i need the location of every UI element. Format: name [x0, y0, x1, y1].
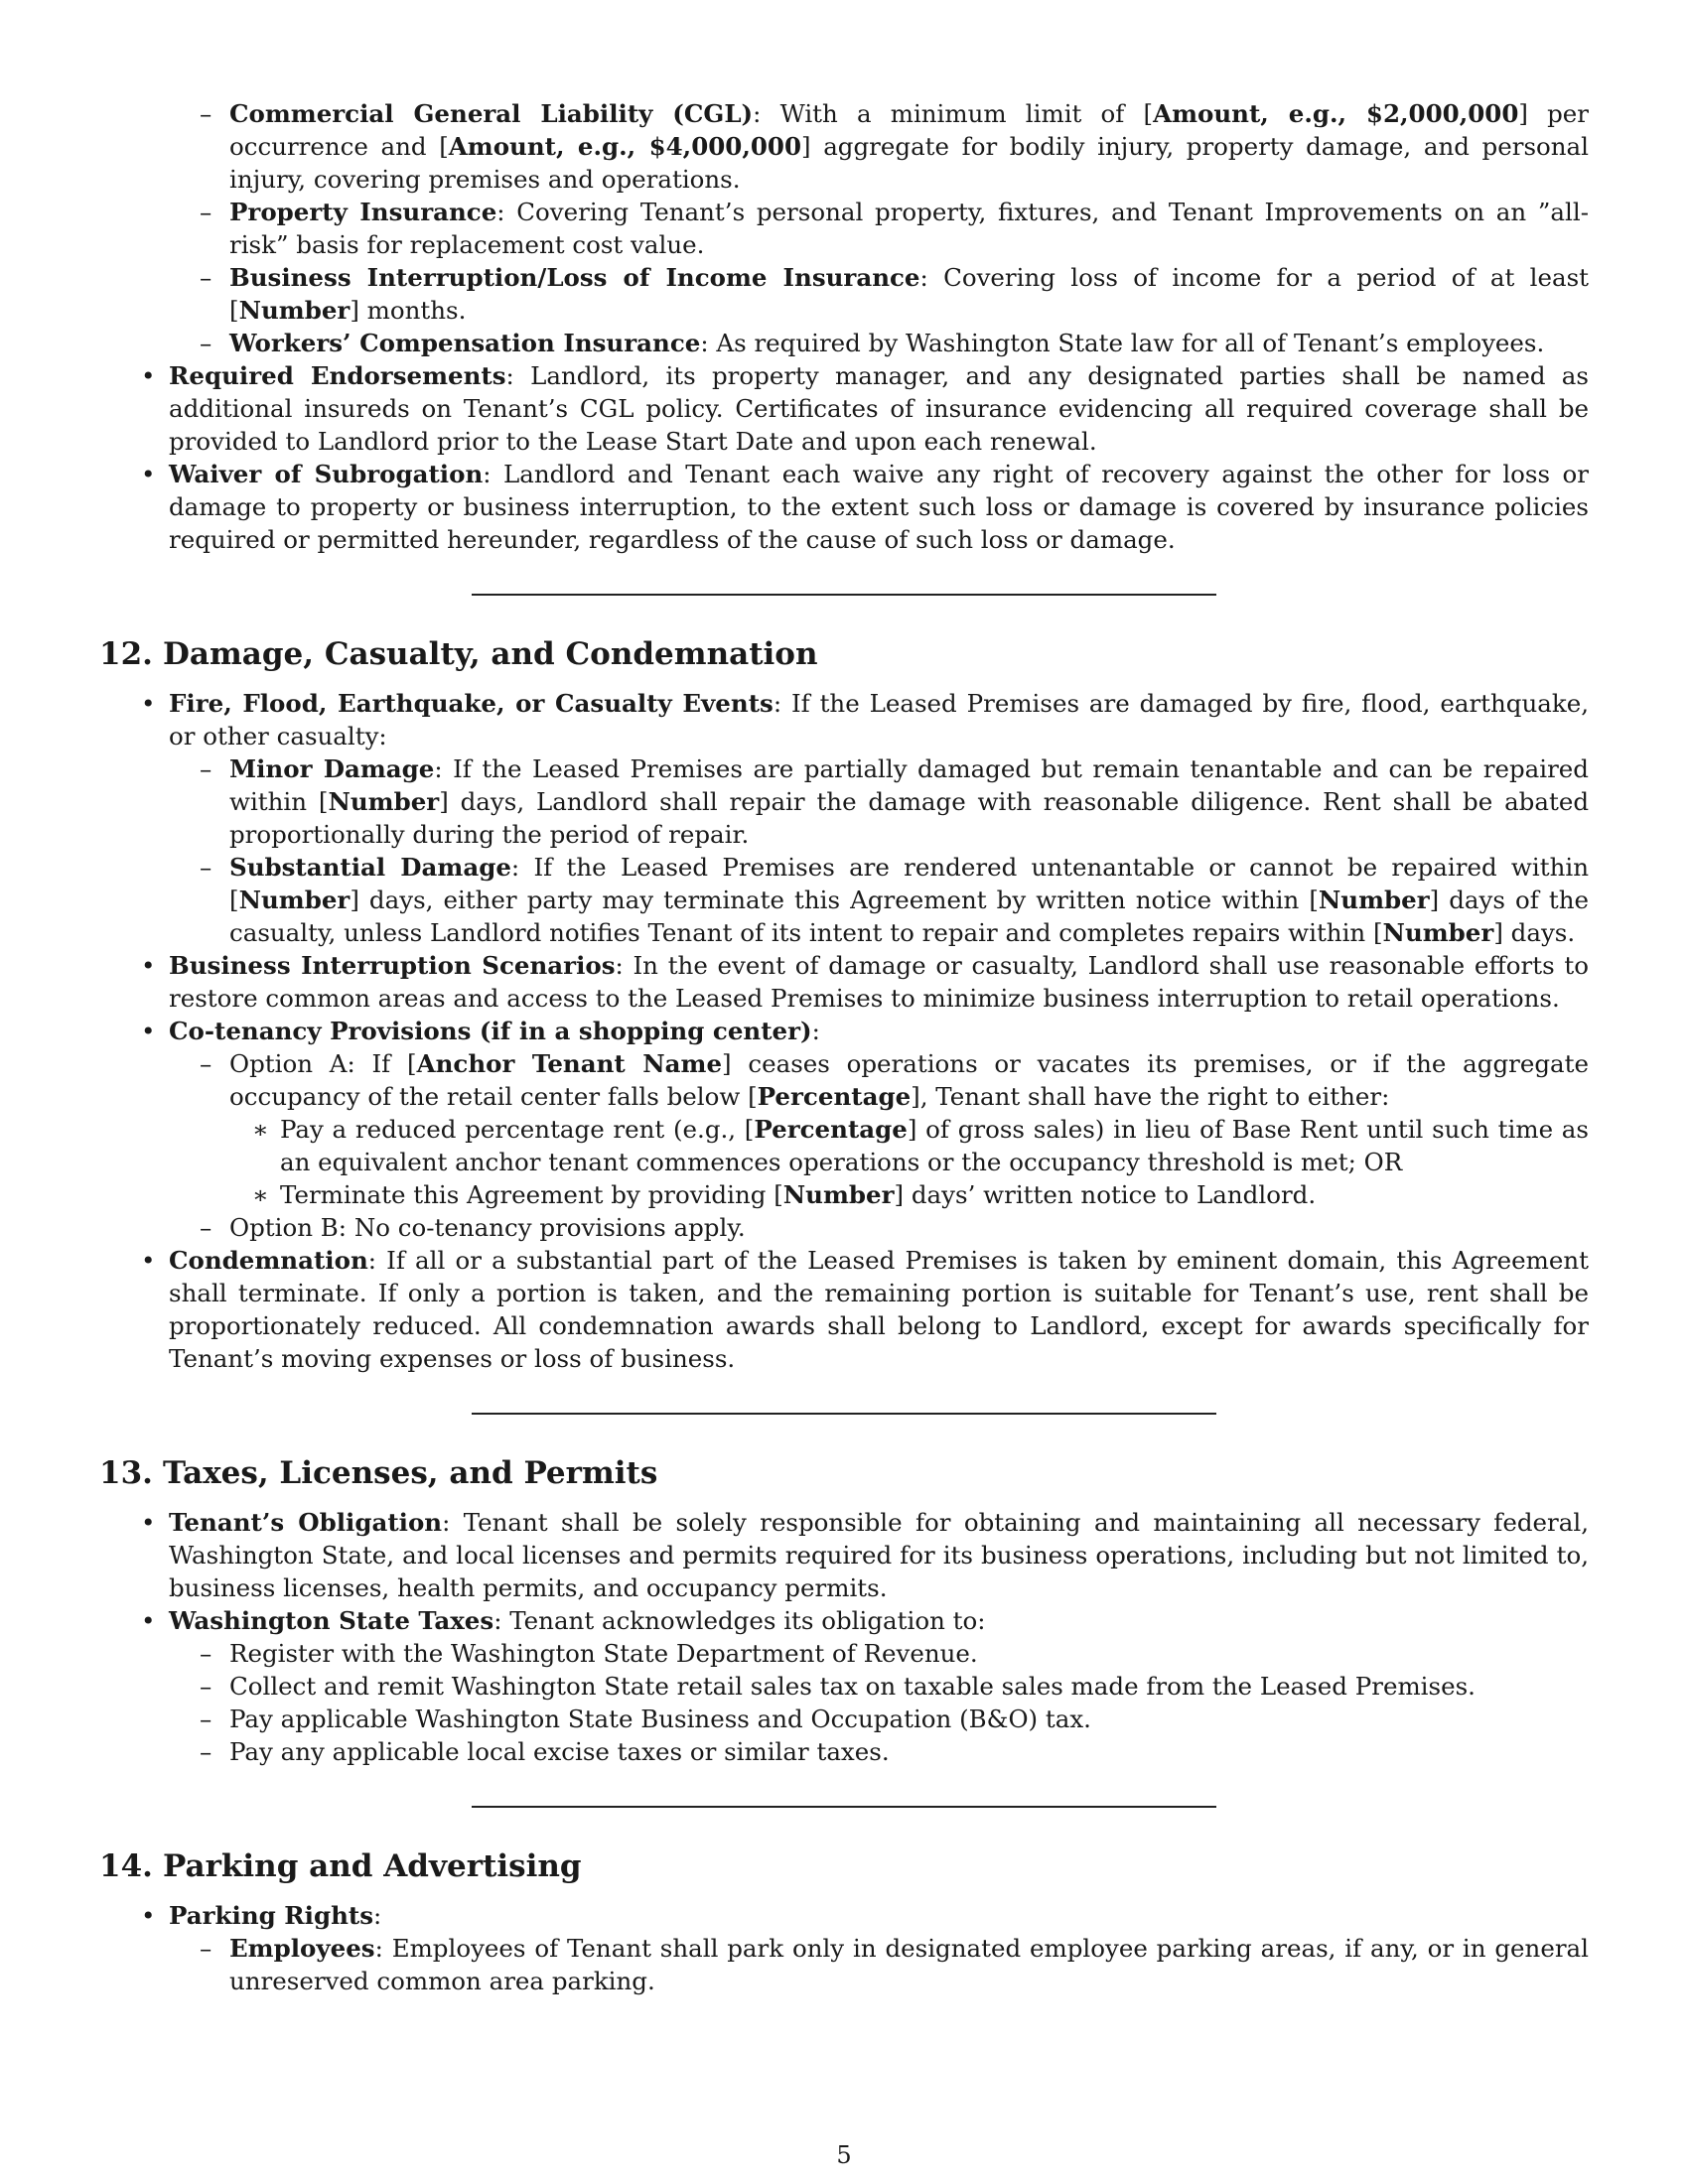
list-item-condemnation: • Condemnation: If all or a substantial part of the Leased Premises is taken by eminent domain, this Agreement shall terminate. If only a portion is taken, and the remaining portion is suitable for Tenant’s use, rent shall be proportionately reduced. All condemnation awards shall belong to Landlord, except for awards specifically for Tenant’s moving expenses or loss of business. — [169, 1244, 1589, 1375]
list-item-parking-rights: • Parking Rights: – Employees: Employees of Tenant shall park only in designated employee parking areas, if any, or in general unreserved common area parking. — [169, 1899, 1589, 1997]
item-title: Minor Damage — [229, 754, 435, 783]
list-item-cgl: – Commercial General Liability (CGL): With a minimum limit of [Amount, e.g., $2,000,000] per occurrence and [Amount, e.g., $4,000,000] aggregate for bodily injury, property damage, and personal injury, covering premises and operations. — [229, 97, 1589, 196]
list-item-substantial-damage: – Substantial Damage: If the Leased Premises are rendered untenantable or cannot be repaired within [Number] days, either party may terminate this Agreement by written notice within [Number] days of the casualty, unless Landlord notifies Tenant of its intent to repair and completes repairs within [Number] days. — [229, 851, 1589, 949]
section-13-heading: 13. Taxes, Licenses, and Permits — [99, 1455, 658, 1491]
list-item-terminate: ∗ Terminate this Agreement by providing [Number] days’ written notice to Landlord. — [280, 1178, 1589, 1211]
item-title: Business Interruption Scenarios — [169, 951, 616, 980]
item-title: Substantial Damage — [229, 853, 511, 882]
item-title: Co-tenancy Provisions (if in a shopping center) — [169, 1017, 812, 1045]
insurance-types-list — [99, 97, 1589, 359]
item-title: Workers’ Compensation Insurance — [229, 329, 701, 357]
page-number: 5 — [836, 2141, 852, 2169]
insurance-bullets-list — [99, 359, 1589, 556]
list-item-business-interruption-scenarios: • Business Interruption Scenarios: In the event of damage or casualty, Landlord shall use reasonable efforts to restore common areas and access to the Leased Premises to minimize business interruption to retail operations. — [169, 949, 1589, 1015]
list-item-employees: – Employees: Employees of Tenant shall park only in designated employee parking areas, if any, or in general unreserved common area parking. — [229, 1932, 1589, 1997]
list-item-reduced-rent: ∗ Pay a reduced percentage rent (e.g., [Percentage] of gross sales) in lieu of Base Rent until such time as an equivalent anchor tenant commences operations or the occupancy threshold is met; OR — [280, 1113, 1589, 1178]
section-divider — [472, 594, 1216, 596]
section-12-heading: 12. Damage, Casualty, and Condemnation — [99, 636, 818, 672]
item-title: Washington State Taxes — [169, 1606, 494, 1635]
option-a-sublist — [229, 1113, 1589, 1211]
item-title: Waiver of Subrogation — [169, 460, 484, 488]
tax-sublist — [169, 1637, 1589, 1768]
list-item-waiver-of-subrogation: • Waiver of Subrogation: Landlord and Tenant each waive any right of recovery against the other for loss or damage to property or business interruption, to the extent such loss or damage is covered by insurance policies required or permitted hereunder, regardless of the cause of such loss or damage. — [169, 458, 1589, 556]
section-divider — [472, 1413, 1216, 1415]
list-item-fire-flood: • Fire, Flood, Earthquake, or Casualty Events: If the Leased Premises are damaged by fire, flood, earthquake, or other casualty: – Minor Damage: If the Leased Premises are partially damaged but remain tenantable and can be repaired within [Number] days, Landlord shall repair the damage with reasonable diligence. Rent shall be abated proportionally during the period of repair. – Substantial Damage: If the Leased Premises are rendered untenantable or cannot be repaired within [Number] days, either party may terminate this Agreement by written notice within [Number] days of the casualty, unless Landlord notifies Tenant of its intent to repair and completes repairs within [Number] days. — [169, 687, 1589, 949]
list-item-washington-taxes: • Washington State Taxes: Tenant acknowledges its obligation to: – Register with the Washington State Department of Revenue. – Collect and remit Washington State retail sales tax on taxable sales made from the Leased Premises. – Pay applicable Washington State Business and Occupation (B&O) tax. – Pay any applicable local excise taxes or similar taxes. — [169, 1604, 1589, 1768]
list-item-co-tenancy: • Co-tenancy Provisions (if in a shopping center): – Option A: If [Anchor Tenant Name] ceases operations or vacates its premises, or if the aggregate occupancy of the retail center falls below [Percentage], Tenant shall have the right to either: ∗ Pay a reduced percentage rent (e.g., [Percentage] of gross sales) in lieu of Base Rent until such time as an equivalent anchor tenant commences operations or the occupancy threshold is met; OR ∗ Terminate this Agreement by providing [Number] days’ written notice to Landlord. – Option B: No co-tenancy provisions apply. — [169, 1015, 1589, 1244]
damage-sublist — [169, 752, 1589, 949]
item-title: Condemnation — [169, 1246, 368, 1275]
section-divider — [472, 1806, 1216, 1808]
item-title: Property Insurance — [229, 198, 497, 226]
list-item-property-insurance: – Property Insurance: Covering Tenant’s personal property, fixtures, and Tenant Improvements on an ”all-risk” basis for replacement cost value. — [229, 196, 1589, 261]
item-title: Commercial General Liability (CGL) — [229, 99, 754, 128]
list-item-business-interruption-insurance: – Business Interruption/Loss of Income Insurance: Covering loss of income for a period of at least [Number] months. — [229, 261, 1589, 327]
list-item-tax: – Collect and remit Washington State retail sales tax on taxable sales made from the Leased Premises. — [229, 1670, 1589, 1703]
list-item-required-endorsements: • Required Endorsements: Landlord, its property manager, and any designated parties shall be named as additional insureds on Tenant’s CGL policy. Certificates of insurance evidencing all required coverage shall be provided to Landlord prior to the Lease Start Date and upon each renewal. — [169, 359, 1589, 458]
list-item-tax: – Pay applicable Washington State Business and Occupation (B&O) tax. — [229, 1703, 1589, 1735]
parking-sublist — [169, 1932, 1589, 1997]
page-content — [99, 97, 1589, 1997]
list-item-workers-compensation: – Workers’ Compensation Insurance: As required by Washington State law for all of Tenant’s employees. — [229, 327, 1589, 359]
item-title: Employees — [229, 1934, 375, 1963]
item-title: Required Endorsements — [169, 361, 506, 390]
section-12-list — [99, 687, 1589, 1375]
list-item-option-a: – Option A: If [Anchor Tenant Name] ceases operations or vacates its premises, or if the aggregate occupancy of the retail center falls below [Percentage], Tenant shall have the right to either: ∗ Pay a reduced percentage rent (e.g., [Percentage] of gross sales) in lieu of Base Rent until such time as an equivalent anchor tenant commences operations or the occupancy threshold is met; OR ∗ Terminate this Agreement by providing [Number] days’ written notice to Landlord. — [229, 1047, 1589, 1211]
item-title: Tenant’s Obligation — [169, 1508, 443, 1537]
section-13-list — [99, 1506, 1589, 1768]
list-item-tax: – Pay any applicable local excise taxes or similar taxes. — [229, 1735, 1589, 1768]
section-14-heading: 14. Parking and Advertising — [99, 1848, 582, 1884]
list-item-tax: – Register with the Washington State Department of Revenue. — [229, 1637, 1589, 1670]
list-item-tenants-obligation: • Tenant’s Obligation: Tenant shall be solely responsible for obtaining and maintaining all necessary federal, Washington State, and local licenses and permits required for its business operations, including but not limited to, business licenses, health permits, and occupancy permits. — [169, 1506, 1589, 1604]
item-title: Business Interruption/Loss of Income Insurance — [229, 263, 920, 292]
item-title: Fire, Flood, Earthquake, or Casualty Events — [169, 689, 774, 718]
co-tenancy-sublist — [169, 1047, 1589, 1244]
list-item-minor-damage: – Minor Damage: If the Leased Premises are partially damaged but remain tenantable and can be repaired within [Number] days, Landlord shall repair the damage with reasonable diligence. Rent shall be abated proportionally during the period of repair. — [229, 752, 1589, 851]
item-title: Parking Rights — [169, 1901, 374, 1930]
section-14-list — [99, 1899, 1589, 1997]
list-item-option-b: – Option B: No co-tenancy provisions apply. — [229, 1211, 1589, 1244]
